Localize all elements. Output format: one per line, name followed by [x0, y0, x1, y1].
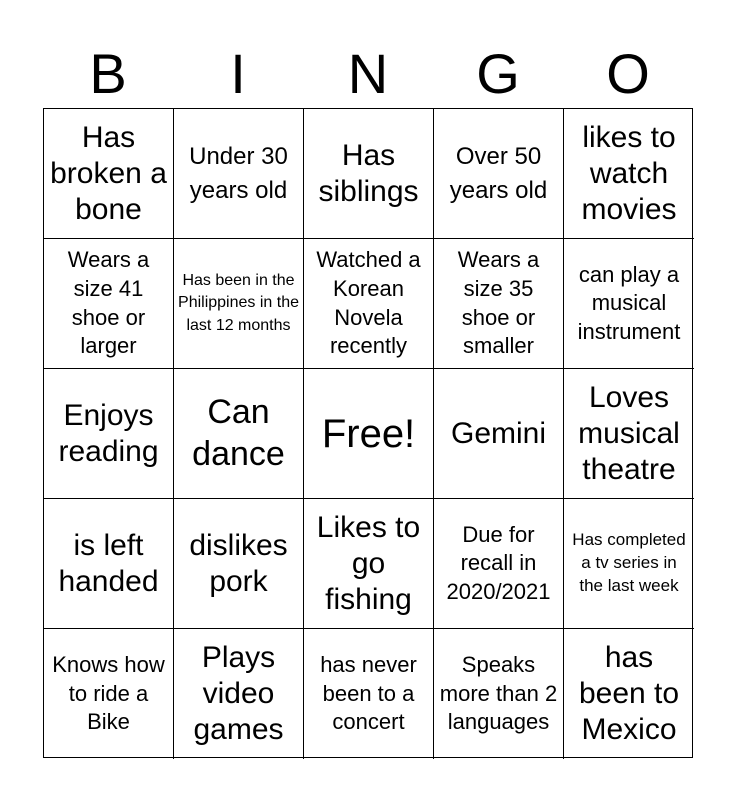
- bingo-cell: Knows how to ride a Bike: [44, 629, 174, 759]
- header-letter-i: I: [230, 42, 246, 105]
- bingo-header: [43, 40, 693, 108]
- bingo-cell: Has been in the Philippines in the last 12 months: [174, 239, 304, 369]
- header-letter-b: B: [89, 42, 127, 105]
- header-letter-g: G: [476, 42, 520, 105]
- bingo-cell: has never been to a concert: [304, 629, 434, 759]
- header-letter-n: N: [347, 42, 389, 105]
- bingo-cell: Watched a Korean Novela recently: [304, 239, 434, 369]
- bingo-cell: Has siblings: [304, 109, 434, 239]
- bingo-cell: Loves musical theatre: [564, 369, 694, 499]
- bingo-free-space: Free!: [304, 369, 434, 499]
- bingo-cell: Speaks more than 2 languages: [434, 629, 564, 759]
- bingo-cell: is left handed: [44, 499, 174, 629]
- bingo-cell: likes to watch movies: [564, 109, 694, 239]
- bingo-cell: Has completed a tv series in the last week: [564, 499, 694, 629]
- bingo-cell: dislikes pork: [174, 499, 304, 629]
- bingo-cell: Wears a size 35 shoe or smaller: [434, 239, 564, 369]
- bingo-cell: Can dance: [174, 369, 304, 499]
- bingo-cell: has been to Mexico: [578, 641, 680, 746]
- bingo-cell: Likes to go fishing: [304, 499, 434, 629]
- header-letter-o: O: [606, 42, 650, 105]
- bingo-cell: Due for recall in 2020/2021: [434, 499, 564, 629]
- bingo-cell: Over 50 years old: [434, 109, 564, 239]
- bingo-cell: Plays video games: [174, 629, 304, 759]
- bingo-cell: Gemini: [434, 369, 564, 499]
- bingo-cell: Wears a size 41 shoe or larger: [44, 239, 174, 369]
- bingo-cell: can play a musical instrument: [564, 239, 694, 369]
- bingo-card-grid: [43, 108, 693, 758]
- bingo-cell: Enjoys reading: [44, 369, 174, 499]
- bingo-cell: Has broken a bone: [44, 109, 174, 239]
- bingo-cell: Under 30 years old: [174, 109, 304, 239]
